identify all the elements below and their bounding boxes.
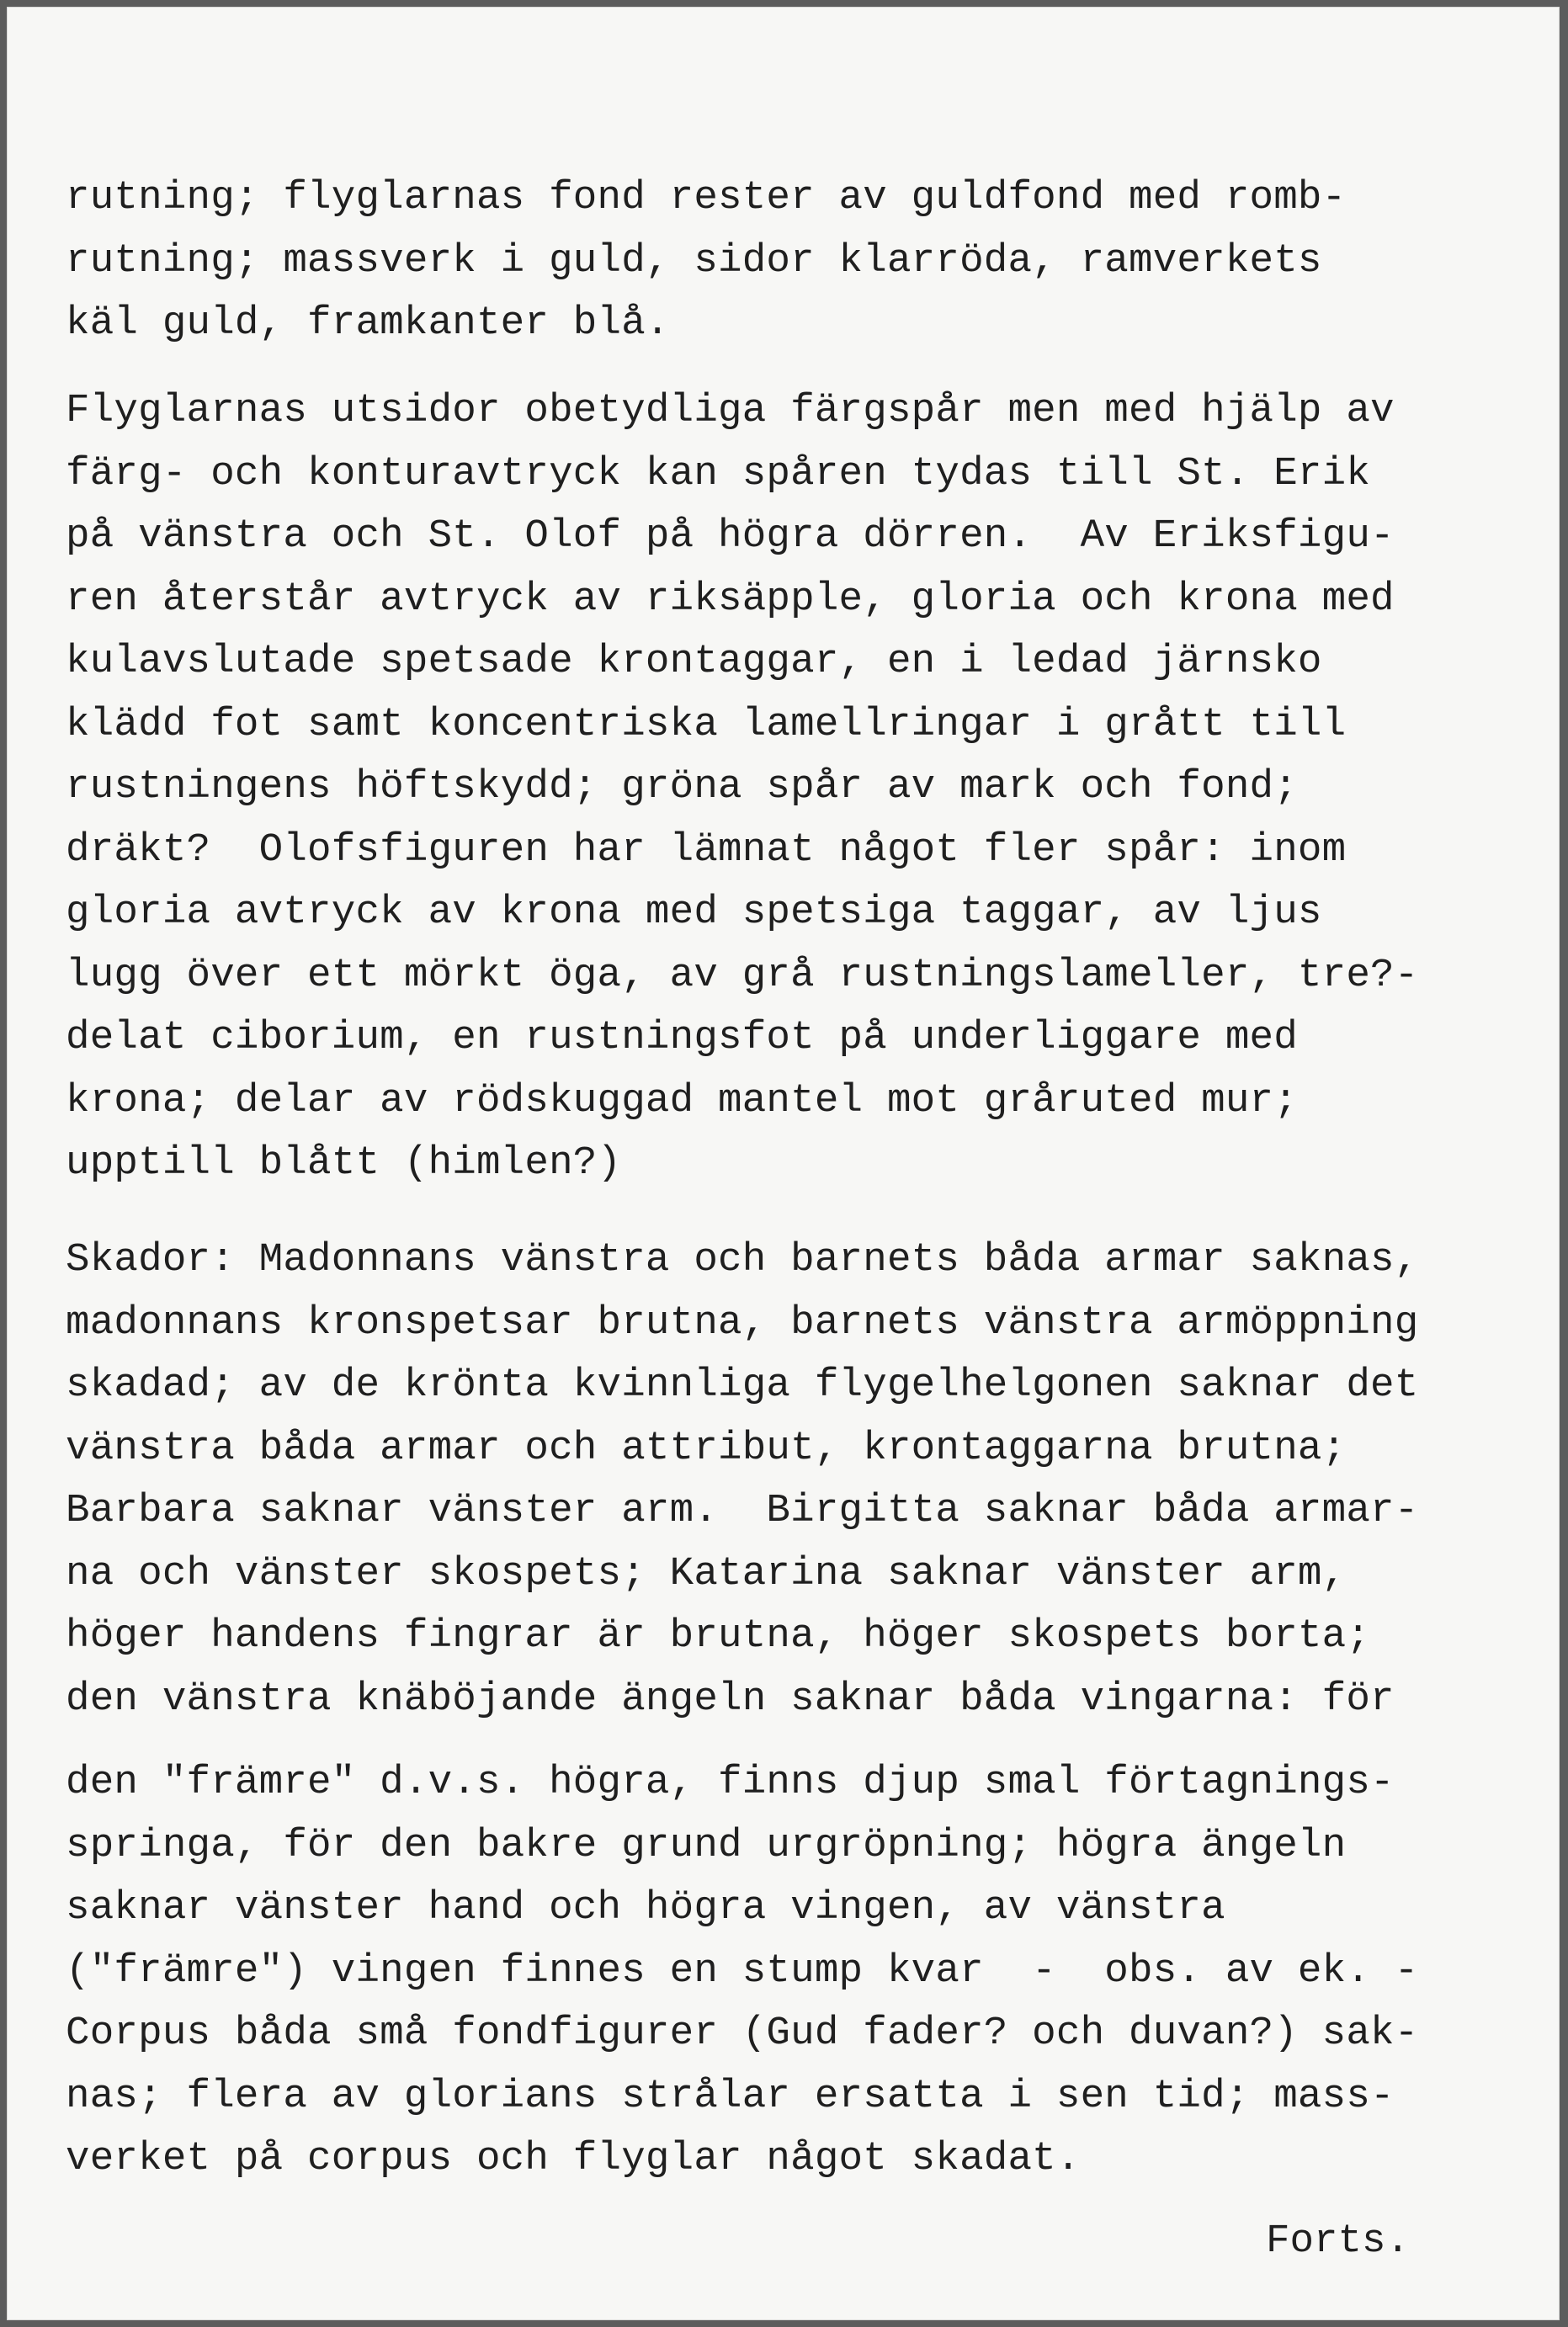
text-line: gloria avtryck av krona med spetsiga taggar, av ljus — [66, 890, 1322, 935]
text-line: färg- och konturavtryck kan spåren tydas till St. Erik — [66, 450, 1371, 497]
text-line: springa, för den bakre grund urgröpning; högra ängeln — [66, 1822, 1347, 1868]
text-line: den vänstra knäböjande ängeln saknar båda vingarna: för — [66, 1676, 1395, 1722]
text-line: den "främre" d.v.s. högra, finns djup smal förtagnings- — [66, 1760, 1395, 1805]
text-line: Flyglarnas utsidor obetydliga färgspår men med hjälp av — [66, 388, 1395, 433]
text-line: ren återstår avtryck av riksäpple, gloria och krona med — [66, 576, 1395, 622]
text-line: Barbara saknar vänster arm. Birgitta saknar båda armar- — [66, 1488, 1419, 1533]
text-line: på vänstra och St. Olof på högra dörren. Av Eriksfigu- — [66, 513, 1395, 559]
continued-marker: Forts. — [1265, 2218, 1410, 2264]
text-line: dräkt? Olofsfiguren har lämnat något fler spår: inom — [66, 826, 1347, 873]
text-line: madonnans kronspetsar brutna, barnets vänstra armöppning — [66, 1299, 1419, 1346]
text-line: höger handens fingrar är brutna, höger skospets borta; — [66, 1613, 1371, 1659]
text-line: delat ciborium, en rustningsfot på underliggare med — [66, 1015, 1298, 1060]
text-line: na och vänster skospets; Katarina saknar vänster arm, — [66, 1550, 1347, 1596]
text-line: käl guld, framkanter blå. — [66, 300, 670, 346]
text-line: vänstra båda armar och attribut, krontaggarna brutna; — [66, 1425, 1347, 1471]
document-card — [7, 7, 1560, 2320]
paragraph-materials — [66, 167, 1513, 355]
text-line: skadad; av de krönta kvinnliga flygelhelgonen saknar det — [66, 1363, 1419, 1408]
text-line: Corpus båda små fondfigurer (Gud fader? och duvan?) sak- — [66, 2011, 1419, 2056]
text-line: Skador: Madonnans vänstra och barnets båda armar saknas, — [66, 1237, 1419, 1283]
text-line: upptill blått (himlen?) — [66, 1140, 622, 1186]
paragraph-damages — [66, 1229, 1513, 1730]
text-line: rustningens höftskydd; gröna spår av mark och fond; — [66, 764, 1298, 810]
text-line: rutning; massverk i guld, sidor klarröda, ramverkets — [66, 237, 1322, 284]
paragraph-damages-continued — [66, 1751, 1513, 2191]
text-line: kulavslutade spetsade krontaggar, en i ledad järnsko — [66, 639, 1322, 684]
paragraph-wing-exteriors — [66, 380, 1513, 1195]
text-line: lugg över ett mörkt öga, av grå rustningslameller, tre?- — [66, 952, 1419, 998]
text-line: ("främre") vingen finnes en stump kvar - obs. av ek. - — [66, 1947, 1419, 1994]
text-line: krona; delar av rödskuggad mantel mot gråruted mur; — [66, 1077, 1298, 1124]
text-line: klädd fot samt koncentriska lamellringar i grått till — [66, 701, 1347, 747]
text-line: verket på corpus och flyglar något skadat. — [66, 2136, 1081, 2181]
text-line: saknar vänster hand och högra vingen, av vänstra — [66, 1885, 1225, 1931]
text-line: rutning; flyglarnas fond rester av guldfond med romb- — [66, 175, 1347, 220]
text-line: nas; flera av glorians strålar ersatta i sen tid; mass- — [66, 2073, 1395, 2119]
